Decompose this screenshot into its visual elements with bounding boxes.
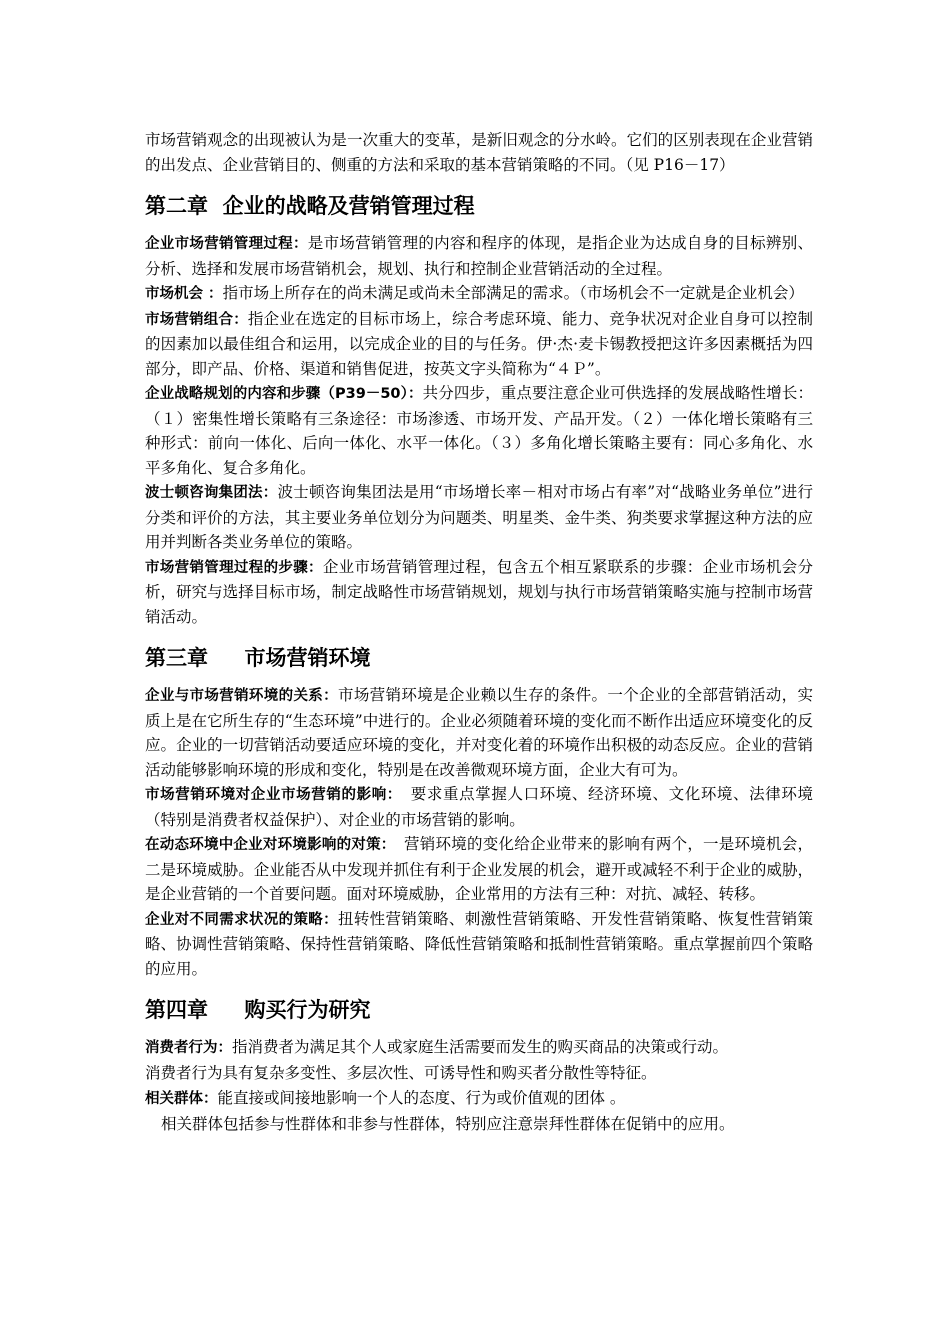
term-definition: 能直接或间接地影响一个人的态度、行为或价值观的团体 。 bbox=[217, 1089, 626, 1107]
term-definition: 指消费者为满足其个人或家庭生活需要而发生的购买商品的决策或行动。 bbox=[232, 1038, 729, 1056]
chapter-2-heading: 第二章 企业的战略及营销管理过程 bbox=[145, 194, 475, 218]
term-label: 企业与市场营销环境的关系： bbox=[145, 688, 338, 704]
term-definition: 消费者行为具有复杂多变性、多层次性、可诱导性和购买者分散性等特征。 bbox=[145, 1063, 657, 1082]
term-definition: 营销环境的变化给企业带来的影响有两个，一是环境机会，二是环境威胁。企业能否从中发现并抓住有利于企业发展的机会，避开或减轻不利于企业的威胁，是企业营销的一个首要问题。面对环境威胁，企业常用的方法有三种：对抗、减轻、转移。 bbox=[145, 835, 813, 903]
ch4-item-1 bbox=[145, 1035, 813, 1061]
term-definition: 扭转性营销策略、刺激性营销策略、开发性营销策略、恢复性营销策略、协调性营销策略、保持性营销策略、降低性营销策略和抵制性营销策略。重点掌握前四个策略的应用。 bbox=[145, 909, 813, 978]
ch3-item-1 bbox=[145, 683, 813, 782]
term-definition: 要求重点掌握人口环境、经济环境、文化环境、法律环境（特别是消费者权益保护）、对企业的市场营销的影响。 bbox=[145, 785, 813, 829]
term-definition: 企业市场营销管理过程，包含五个相互紧联系的步骤：企业市场机会分析，研究与选择目标市场，制定战略性市场营销规划，规划与执行市场营销策略实施与控制市场营销活动。 bbox=[145, 557, 813, 626]
ch2-item-3 bbox=[145, 307, 813, 382]
term-label: 消费者行为： bbox=[145, 1040, 232, 1056]
term-label: 市场营销管理过程的步骤： bbox=[145, 559, 323, 576]
ch3-item-4 bbox=[145, 907, 813, 982]
ch2-item-5 bbox=[145, 480, 813, 555]
term-label: 相关群体： bbox=[145, 1091, 218, 1107]
term-label: 企业市场营销管理过程： bbox=[145, 236, 308, 252]
ch2-item-2 bbox=[145, 281, 813, 307]
ch4-item-2 bbox=[145, 1061, 813, 1087]
term-definition: 指市场上所存在的尚未满足或尚未全部满足的需求。（市场机会不一定就是企业机会） bbox=[222, 284, 804, 302]
term-label: 在动态环境中企业对环境影响的对策： bbox=[145, 837, 389, 853]
ch2-item-6 bbox=[145, 555, 813, 630]
chapter-3-heading: 第三章 市场营销环境 bbox=[145, 646, 371, 670]
ch2-item-1 bbox=[145, 231, 813, 281]
term-definition: 指企业在选定的目标市场上，综合考虑环境、能力、竞争状况对企业自身可以控制的因素加以最佳组合和运用，以完成企业的目的与任务。伊·杰·麦卡锡教授把这许多因素概括为四部分，即产品、价格、渠道和销售促进，按英文字头简称为“４Ｐ”。 bbox=[145, 309, 813, 378]
term-definition: 波士顿咨询集团法是用“市场增长率－相对市场占有率”对“战略业务单位”进行分类和评价的方法，其主要业务单位划分为问题类、明星类、金牛类、狗类要求掌握这种方法的应用并判断各类业务单位的策略。 bbox=[145, 483, 814, 551]
term-label: 市场营销环境对企业市场营销的影响： bbox=[145, 787, 395, 803]
ch2-item-4 bbox=[145, 381, 813, 480]
ch3-item-3 bbox=[145, 832, 813, 907]
chapter-4-heading: 第四章 购买行为研究 bbox=[145, 998, 371, 1022]
term-label: 波士顿咨询集团法： bbox=[145, 485, 278, 501]
term-label: 企业对不同需求状况的策略： bbox=[145, 911, 338, 928]
document-body bbox=[145, 128, 813, 1136]
ch3-item-2 bbox=[145, 782, 813, 832]
term-definition: 市场营销环境是企业赖以生存的条件。一个企业的全部营销活动，实质上是在它所生存的“生态环境”中进行的。企业必须随着环境的变化而不断作出适应环境变化的反应。企业的一切营销活动要适应环境的变化，并对变化着的环境作出积极的动态反应。企业的营销活动能够影响环境的形成和变化，特别是在改善微观环境方面，企业大有可为。 bbox=[145, 686, 813, 779]
term-definition: 是市场营销管理的内容和程序的体现，是指企业为达成自身的目标辨别、分析、选择和发展市场营销机会，规划、执行和控制企业营销活动的全过程。 bbox=[145, 234, 813, 278]
term-label: 企业战略规划的内容和步骤（P39－50）： bbox=[145, 386, 423, 402]
term-label: 市场营销组合： bbox=[145, 311, 248, 328]
ch4-item-3 bbox=[145, 1086, 813, 1112]
term-label: 市场机会 ： bbox=[145, 286, 223, 302]
term-definition: 共分四步，重点要注意企业可供选择的发展战略性增长：（１）密集性增长策略有三条途径：市场渗透、市场开发、产品开发。（２）一体化增长策略有三种形式：前向一体化、后向一体化、水平一体化。（３）多角化增长策略主要有：同心多角化、水平多角化、复合多角化。 bbox=[145, 384, 813, 477]
intro-paragraph: 市场营销观念的出现被认为是一次重大的变革，是新旧观念的分水岭。它们的区别表现在企业营销的出发点、企业营销目的、侧重的方法和采取的基本营销策略的不同。（见 P16－17） bbox=[145, 131, 813, 174]
ch4-indented-paragraph: 相关群体包括参与性群体和非参与性群体，特别应注意崇拜性群体在促销中的应用。 bbox=[161, 1114, 735, 1133]
